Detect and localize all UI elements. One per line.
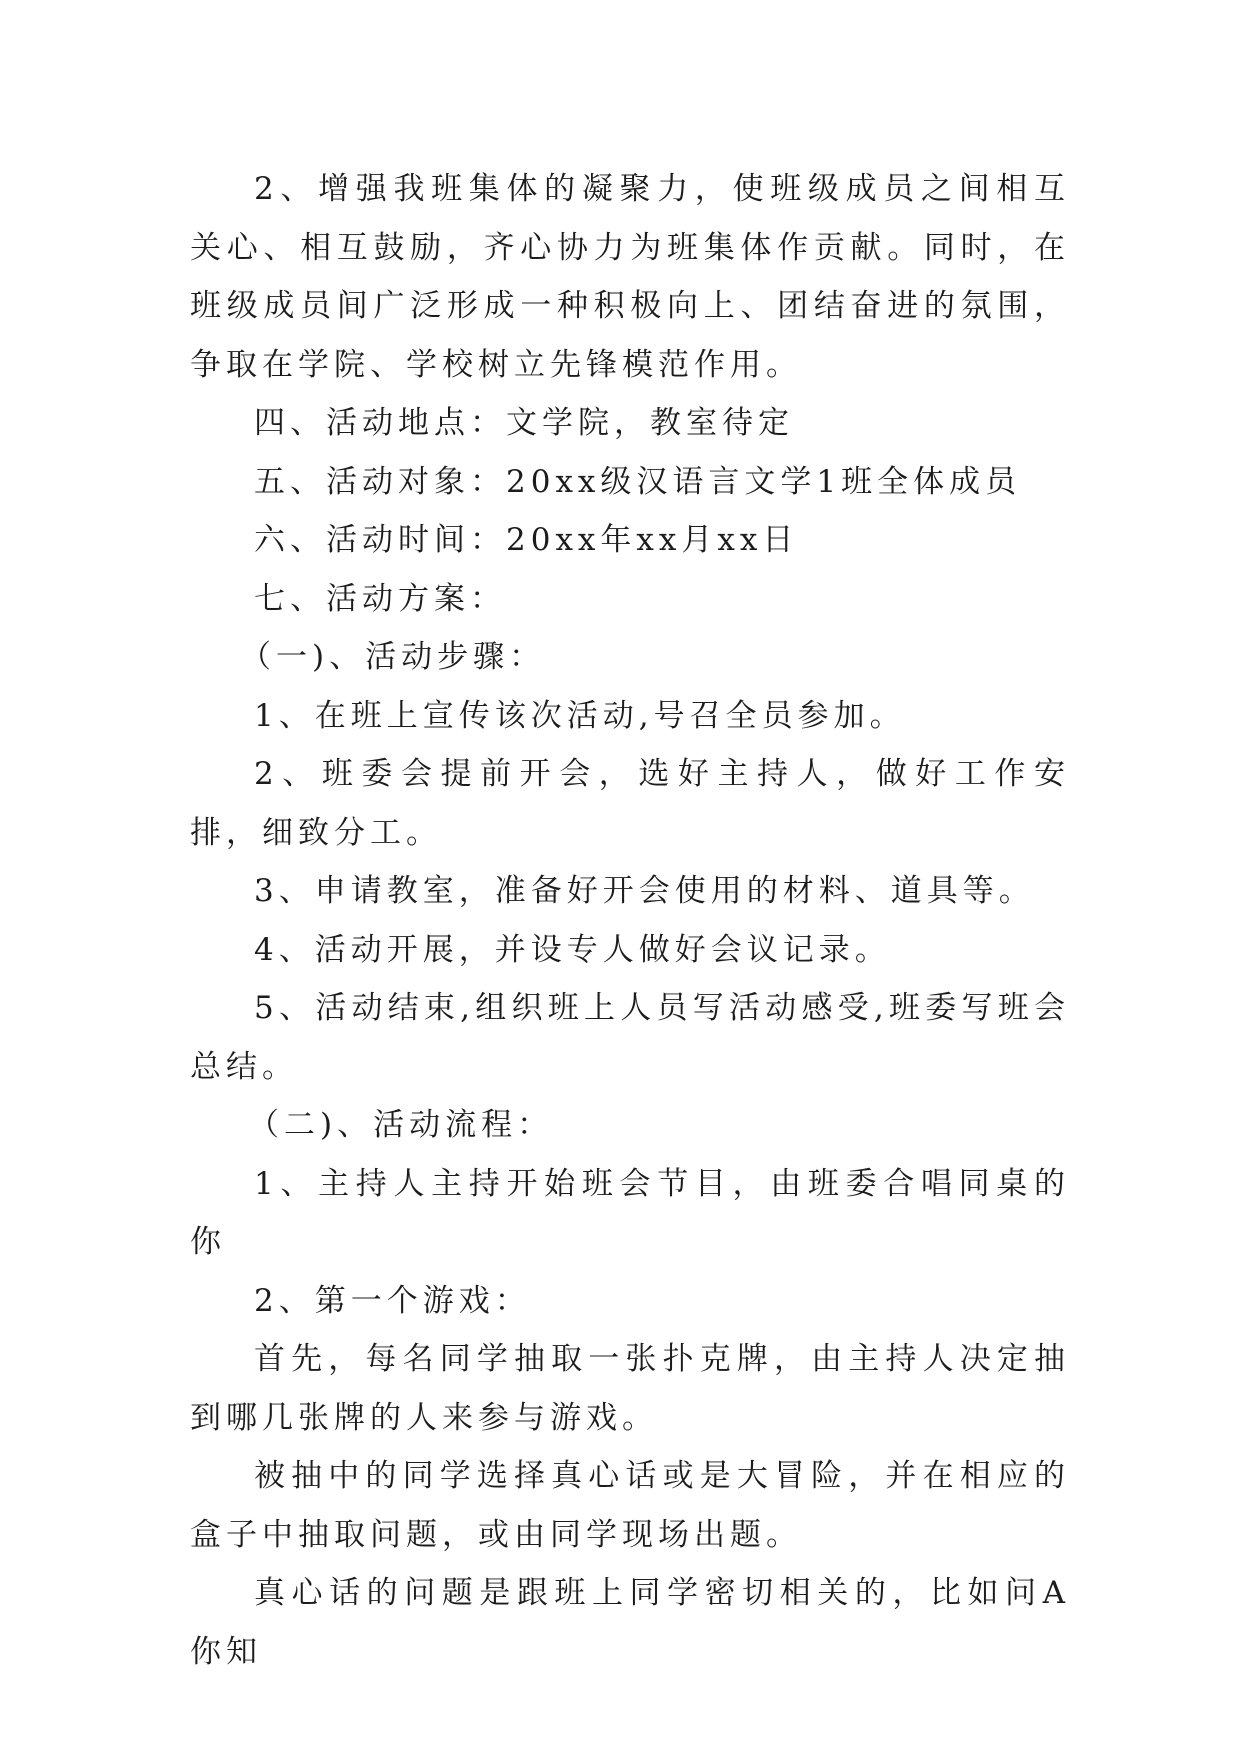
paragraph-truth-questions: 真心话的问题是跟班上同学密切相关的，比如问A你知: [190, 1575, 1070, 1670]
paragraph-step-5: 5、活动结束,组织班上人员写活动感受,班委写班会总结。: [190, 990, 1070, 1085]
paragraph-time: 六、活动时间：20xx年xx月xx日: [254, 522, 799, 558]
paragraph-step-2: 2、班委会提前开会，选好主持人，做好工作安排，细致分工。: [190, 756, 1070, 851]
paragraph-location: 四、活动地点：文学院，教室待定: [254, 405, 794, 441]
paragraph-step-1: 1、在班上宣传该次活动,号召全员参加。: [254, 697, 906, 734]
paragraph-process-heading: （二)、活动流程：: [248, 1107, 554, 1143]
paragraph-game-choice: 被抽中的同学选择真心话或是大冒险，并在相应的盒子中抽取问题，或由同学现场出题。: [190, 1458, 1070, 1553]
paragraph-process-2: 2、第一个游戏：: [254, 1282, 531, 1319]
paragraph-steps-heading: （一)、活动步骤：: [240, 639, 546, 675]
paragraph-goal-2: 2、增强我班集体的凝聚力，使班级成员之间相互关心、相互鼓励，齐心协力为班集体作贡献。同时，在班级成员间广泛形成一种积极向上、团结奋进的氛围，争取在学院、学校树立先锋模范作用。: [190, 171, 1070, 383]
paragraph-step-3: 3、申请教室，准备好开会使用的材料、道具等。: [254, 873, 1035, 909]
paragraph-process-1: 1、主持人主持开始班会节目，由班委合唱同桌的你: [190, 1165, 1070, 1260]
paragraph-game-draw: 首先，每名同学抽取一张扑克牌，由主持人决定抽到哪几张牌的人来参与游戏。: [190, 1341, 1070, 1436]
paragraph-participants: 五、活动对象：20xx级汉语言文学1班全体成员: [254, 463, 1022, 500]
paragraph-plan-heading: 七、活动方案：: [254, 580, 506, 617]
paragraph-step-4: 4、活动开展，并设专人做好会议记录。: [254, 931, 891, 968]
document-body: [190, 160, 1070, 1681]
